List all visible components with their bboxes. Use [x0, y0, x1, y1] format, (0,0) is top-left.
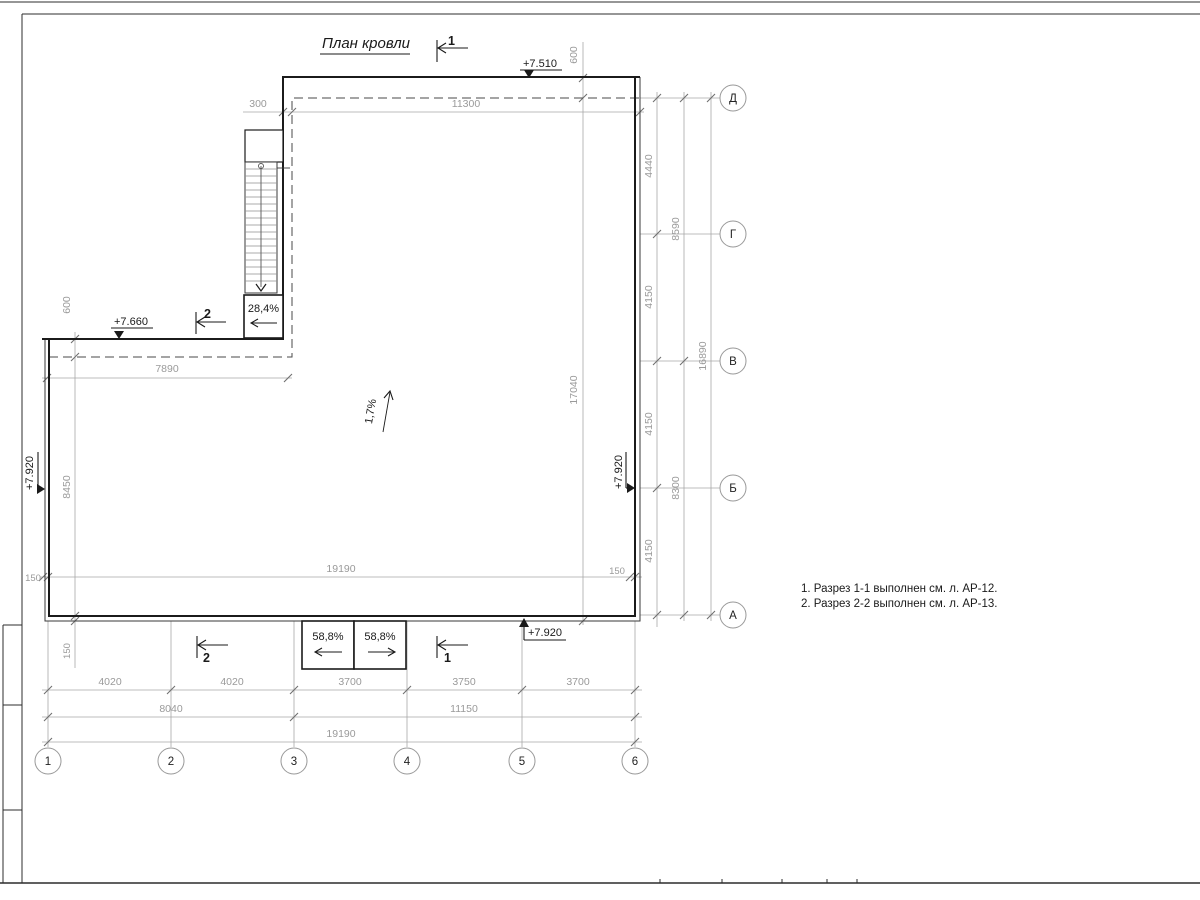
section-2-bottom-label: 2 [203, 651, 210, 665]
slope-box-stair [244, 295, 283, 338]
dim-wing-offset: 600 [61, 296, 73, 314]
section-2-label: 2 [204, 307, 211, 321]
slope-box-right [354, 621, 406, 669]
dim-bottom-right-thickness: 150 [609, 566, 625, 577]
dim-1-2: 4020 [98, 676, 122, 688]
elevation-top [520, 58, 562, 78]
grid-row-g: Г [729, 229, 737, 241]
dim-bottom-left-thickness: 150 [62, 643, 73, 659]
elevation-right [613, 452, 635, 493]
grid-col-6: 6 [631, 756, 639, 768]
dim-left-height: 8450 [61, 475, 73, 499]
grid-row-v: В [729, 356, 737, 368]
dim-b-v: 4150 [643, 412, 655, 436]
section-1-label: 1 [448, 34, 455, 48]
section-mark-2-bottom [197, 636, 228, 665]
grid-col-2: 2 [167, 756, 175, 768]
dim-wing-width: 7890 [155, 363, 179, 375]
roof-slope-label: 1,7% [362, 398, 380, 425]
elevation-left [24, 452, 45, 494]
page-title: План кровли [322, 35, 410, 52]
sheet-frame [0, 2, 1200, 883]
grid-row-d: Д [729, 93, 737, 105]
grid-col-5: 5 [518, 756, 526, 768]
elevation-right-arrow [627, 483, 635, 493]
dim-top-width: 11300 [451, 98, 481, 110]
slope-box-left [302, 621, 354, 669]
right-box-slope-label: 58,8% [364, 631, 396, 643]
dim-stair-offset: 300 [249, 98, 267, 110]
dim-1-3: 8040 [159, 703, 183, 715]
roof-slope-mark [363, 391, 393, 432]
left-box-slope-label: 58,8% [312, 631, 344, 643]
elevation-wing-arrow [114, 331, 124, 339]
grid-bubble-letters [729, 93, 737, 622]
elevation-top-label: +7.510 [523, 58, 557, 70]
dim-left-thickness: 150 [25, 573, 41, 584]
drawing-title [320, 35, 411, 54]
elevation-left-arrow [37, 484, 45, 494]
grid-row-a: А [729, 610, 737, 622]
dim-top-offset: 600 [568, 46, 580, 64]
dim-3-4: 3700 [338, 676, 362, 688]
dim-inner-width: 19190 [326, 563, 356, 575]
section-mark-1-bottom [437, 636, 468, 665]
elevation-wing [111, 316, 153, 339]
elevation-left-label: +7.920 [24, 456, 36, 490]
dim-g-d: 4440 [643, 154, 655, 178]
grid-bubbles-bottom [35, 748, 648, 774]
note-line-2: 2. Разрез 2-2 выполнен см. л. АР-13. [801, 598, 998, 610]
grid-col-3: 3 [290, 756, 298, 768]
building-outline [42, 77, 640, 621]
grid-col-1: 1 [44, 756, 52, 768]
section-1-bottom-label: 1 [444, 651, 451, 665]
dim-inner-height: 17040 [568, 375, 580, 405]
elevation-wing-label: +7.660 [114, 316, 148, 328]
dim-a-v: 8300 [670, 476, 682, 500]
dim-2-3: 4020 [220, 676, 244, 688]
grid-col-4: 4 [403, 756, 411, 768]
grid-bubble-numbers [45, 756, 638, 768]
dim-a-b: 4150 [643, 539, 655, 563]
stair-slope-label: 28,4% [247, 303, 280, 315]
section-mark-1-top [437, 34, 468, 62]
dim-v-g: 4150 [643, 285, 655, 309]
grid-row-b: Б [729, 483, 737, 495]
dim-bottom-total: 19190 [326, 728, 356, 740]
dim-3-6: 11150 [450, 703, 478, 715]
elevation-right-label: +7.920 [613, 455, 625, 489]
notes-block [801, 583, 998, 610]
dim-v-d: 8590 [670, 217, 682, 241]
dim-5-6: 3700 [566, 676, 590, 688]
section-mark-2-mid [196, 307, 226, 334]
note-line-1: 1. Разрез 1-1 выполнен см. л. АР-12. [801, 583, 998, 595]
elevation-bottom-label: +7.920 [528, 627, 562, 639]
dim-4-5: 3750 [452, 676, 476, 688]
dim-right-total: 16890 [697, 341, 709, 371]
